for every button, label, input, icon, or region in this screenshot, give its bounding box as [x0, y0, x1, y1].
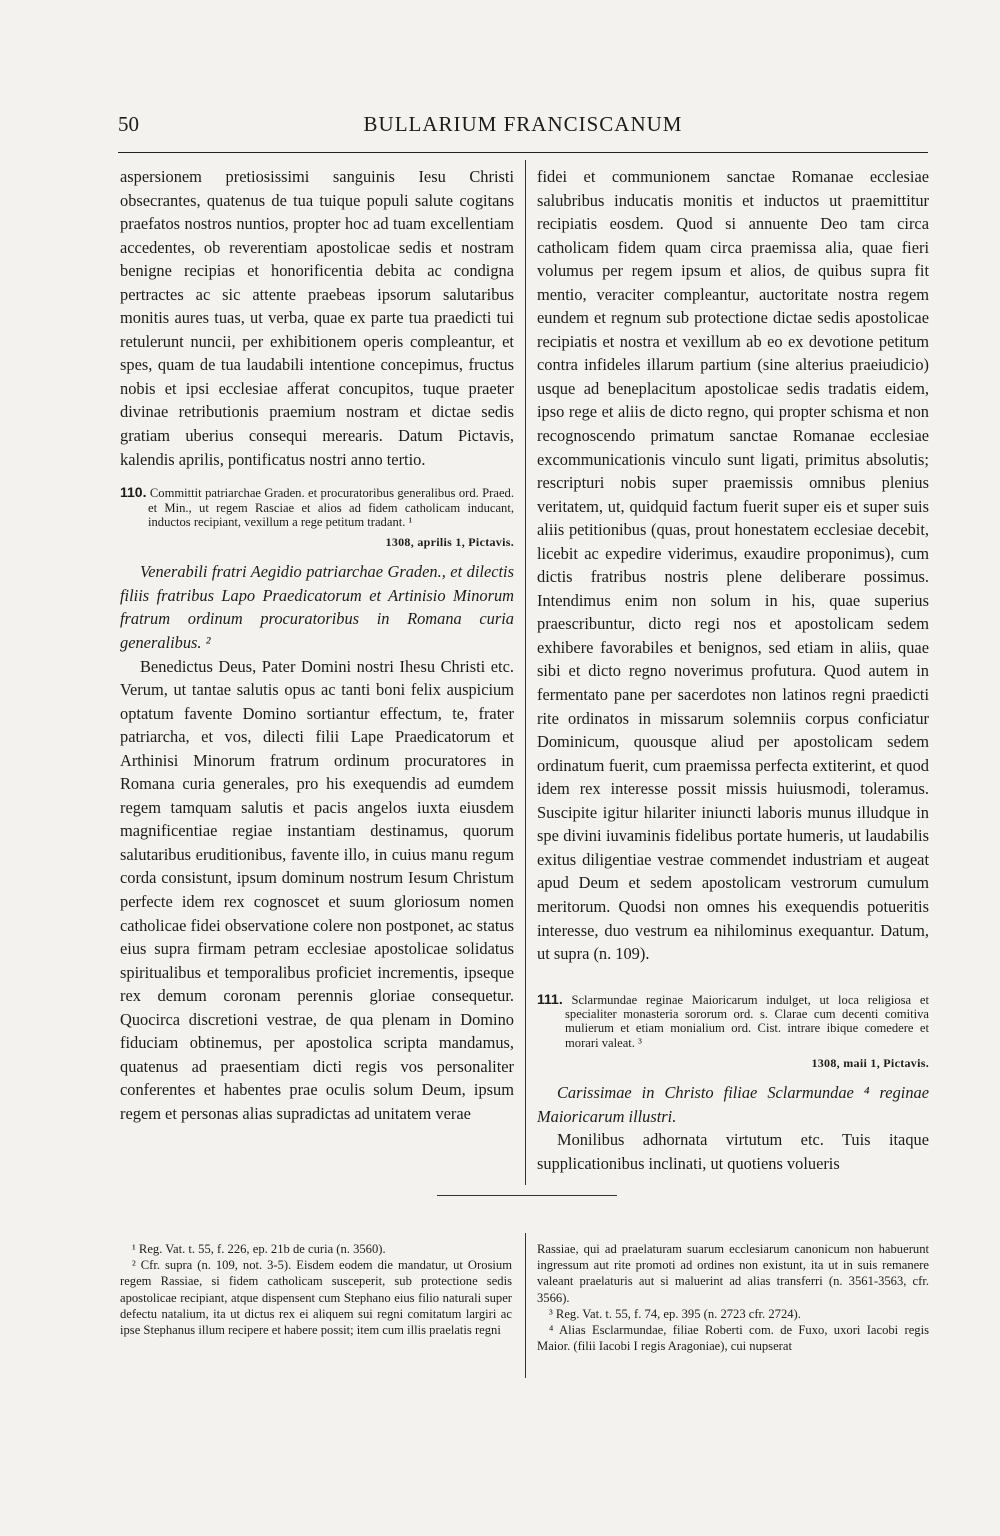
regest-111 [537, 992, 929, 1051]
footnotes-left [120, 1241, 512, 1338]
right-paragraph-1: fidei et communionem sanctae Romanae ecclesiae salubribus inducatis monitis et inductos ut praemittitur recipiatis eosdem. Quod si annuente Deo tam circa catholicam fidem quam circa praemissa alia, quae fieri volumus per regem ipsum et alios, de quibus supra fit mentio, veraciter compleantur, auctoritate nostra regem eundem et regnum sub protectione dictae sedis apostolicae recipiatis et nostra et vexillum ab eo ex devotione petitum contra infideles illarum partium (sine alterius praeiudicio) usque ad beneplacitum apostolicae sedis tradatis eidem, ipso rege et aliis de dicto regno, qui propter schisma et non recognoscendo primatum sanctae Romanae ecclesiae excommunicationis vinculo sunt ligati, primitus absolutis; rescripturi nobis super praemissis omnibus plenius veritatem, ut, quidquid factum fuerit super eis et super suis aliis petitionibus (quas, prout honestatem ecclesiae decebit, licebit ac expedire viderimus, exaudire proponimus), cum dictis fratribus nostris plene deliberare possimus. Intendimus enim non solum in his, quae superius praescribuntur, dicto regi nos et apostolicam sedem exhibere favorabiles et benignos, sed etiam in aliis, quae sibi et dicto regno noverimus profutura. Quod autem in fermentato pane per sacerdotes non latinos regni praedicti rite ordinatos in missarum solemniis corpus conficiatur Dominicum, quousque aliud per apostolicam sedem ordinatum fuerit, cum praemissa perfecta extiterint, et quod idem rex interesse possit missis huiusmodi, toleramus. Suscipite igitur hilariter iniuncti laboris munus illudque in spe divini iuvaminis fidelibus portate humeris, ut laudabilis exitus diligentiae vestrae commendet industriam et augeat apud Deum et sedem apostolicam vestrorum cumulum meritorum. Quodsi non omnes his exequendis potueritis interesse, duo vestrum ea nihilominus exequantur. Datum, ut supra (n. 109). [537, 167, 929, 964]
regest-110-text: Committit patriarchae Graden. et procuratoribus generalibus ord. Praed. et Min., ut regem Rasciae et alios ad fidem catholicam inducant, inductos recipiant, vexillum a rege petitum tradant. ¹ [146, 486, 514, 529]
regest-111-number: 111. [537, 990, 563, 1007]
running-title: BULLARIUM FRANCISCANUM [363, 112, 683, 136]
regest-110-number: 110. [120, 484, 147, 501]
left-column [120, 165, 514, 1125]
address-111: Carissimae in Christo filiae Sclarmundae ⁴ reginae Maioricarum illustri. [537, 1083, 929, 1126]
footnotes-right [537, 1241, 929, 1354]
address-110: Venerabili fratri Aegidio patriarchae Graden., et dilectis filiis fratribus Lapo Praedicatorum et Artinisio Minorum fratrum ordinum procuratoribus in Romana curia generalibus. ² [120, 562, 514, 652]
left-paragraph-2: Benedictus Deus, Pater Domini nostri Ihesu Christi etc. Verum, ut tantae salutis opus ac tanti boni felix auspicium optatum favente Domino sortiantur effectum, te, frater patriarcha, et vos, dilecti filii Lape Praedicatorum et Arthinisi Minorum fratrum ordinum procuratores in Romana curia generales, pro his exequendis ad eumdem regem tamquam salutis et pacis angelos iuxta eiusdem magnificentiae regiae instantiam destinamus, quorum salutaribus eruditionibus, favente illo, in cuius manu regum corda consistunt, ipsum dominum nostrum Iesum Christum perfecte idem rex cognoscet et suum gloriosum nomen catholicae fidei observatione colere non postponet, ac status eius supra firmam petram ecclesiae apostolicae solidatus spiritualibus et temporalibus proficiet incrementis, ipseque rex demum coronam perennis gloriae consequetur. Quocirca discretioni vestrae, de qua plenam in Domino fiduciam obtinemus, per apostolica scripta mandamus, quatenus ad praesentiam dicti regis vos personaliter conferentes et habentes prae oculis solum Deum, ipsum regem et personas alias supradictas ad unitatem verae [120, 656, 514, 1123]
date-110: 1308, aprilis 1, Pictavis. [385, 535, 514, 550]
footnote-column-divider [525, 1233, 526, 1378]
footnote-1: ¹ Reg. Vat. t. 55, f. 226, ep. 21b de curia (n. 3560). [132, 1242, 386, 1256]
right-paragraph-2: Monilibus adhornata virtutum etc. Tuis itaque supplicationibus inclinati, ut quotiens volueris [537, 1130, 929, 1173]
header-rule [118, 152, 928, 153]
footnote-2-continued: Rassiae, qui ad praelaturam suarum ecclesiarum canonicum non habuerunt ingressum aut rite promoti ad ordines non existunt, ita ut in suis remanere valeant praelaturis aut si maluerint ad alias transferri (n. 3561-3563, cfr. 3566). [537, 1242, 929, 1305]
page-number: 50 [118, 112, 139, 136]
page-header [118, 112, 928, 146]
right-column [537, 165, 929, 1175]
regest-111-text: Sclarmundae reginae Maioricarum indulget, ut loca religiosa et specialiter monasteria sororum ord. s. Clarae cum decenti comitiva mulierum et etiam monialium ord. Cist. intrare ibique comedere et morari valeat. ³ [562, 992, 929, 1050]
left-paragraph-1: aspersionem pretiosissimi sanguinis Iesu Christi obsecrantes, quatenus de tua tuique populi salute cogitans praefatos nostros nuntios, propter hoc ad tuam excellentiam accedentes, ob reverentiam apostolicae sedis et nostram benigne recipias et honorificentia debita ac condigna pertractes ac sic attente praebeas ipsorum salutaribus monitis aures tuas, ut verba, quae ex parte tua praedicti tui retulerunt nuncii, per exhibitionem operis compleantur, et spes, quam de tua laudabili intentione concepimus, fructus nobis et ipsi ecclesiae afferat concupitos, tuque praeter divinae retributionis praemium nostram et dictae sedis gratiam uberius consequi merearis. Datum Pictavis, kalendis aprilis, pontificatus nostri anno tertio. [120, 167, 514, 469]
regest-110 [120, 485, 514, 529]
column-divider [525, 160, 526, 1185]
footnote-4: ⁴ Alias Esclarmundae, filiae Roberti com. de Fuxo, uxori Iacobi regis Maior. (filii Iacobi I regis Aragoniae), cui nupserat [537, 1323, 929, 1354]
date-111: 1308, maii 1, Pictavis. [811, 1056, 929, 1071]
footnote-3: ³ Reg. Vat. t. 55, f. 74, ep. 395 (n. 2723 cfr. 2724). [549, 1306, 801, 1321]
footnote-rule [437, 1195, 617, 1196]
footnote-2: ² Cfr. supra (n. 109, not. 3-5). Eisdem eodem die mandatur, ut Orosium regem Rassiae, si fidem catholicam susceperit, sub protectione sedis apostolicae recipiant, atque dispensent cum Stephano eius filio naturali super defectu natalium, ita ut dictus rex ei aliquem sui regni comitatum largiri ac ipse Stephanus illum recipere et habere possit; item cum illis praelatis regni [120, 1258, 512, 1338]
